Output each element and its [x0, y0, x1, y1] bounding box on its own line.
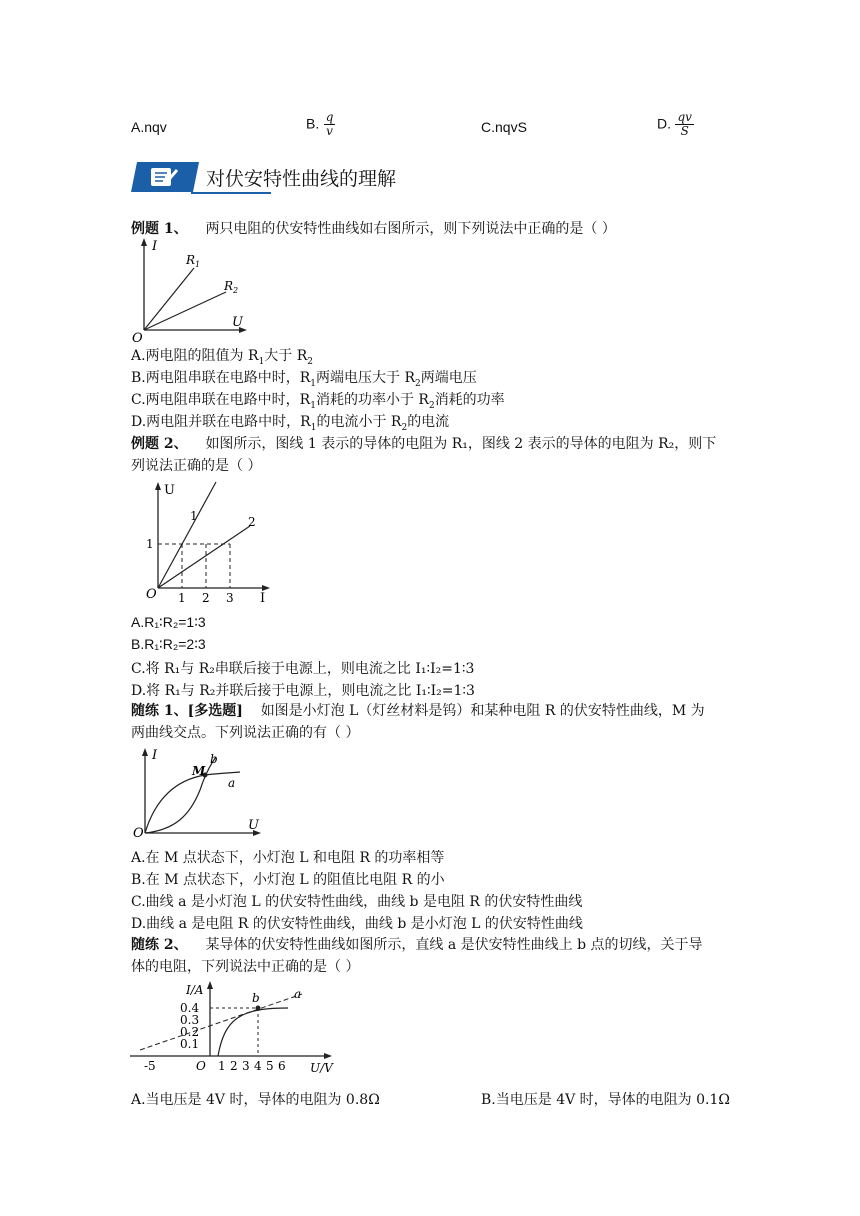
ex2-x-tick-3: 3 [226, 591, 234, 605]
ex1-option-a: A.两电阻的阻值为 $R_1$大于 $R_2$ [131, 348, 314, 367]
ex1-r1-label: R [186, 253, 196, 267]
example-1-text: 两只电阻的伏安特性曲线如右图所示，则下列说法中正确的是（ ） [205, 221, 616, 237]
example-1-question [131, 218, 616, 238]
option-a-top: A.nqv [131, 119, 167, 135]
practice-2-label: 随练 2、 [131, 937, 188, 953]
pr2-option-b: B.当电压是 4V 时，导体的电阻为 0.1Ω [481, 1092, 730, 1108]
option-b-prefix: B. [306, 115, 320, 132]
ex2-option-a: A.R₁∶R₂=1∶3 [131, 614, 206, 630]
svg-text:R1 [185, 253, 200, 269]
ex2-origin: O [146, 587, 157, 602]
section-title: 对伏安特性曲线的理解 [206, 168, 397, 190]
ex2-y-tick: 1 [146, 537, 154, 551]
pr2-y-label: I/A [186, 983, 204, 997]
pr2-x-tick-1: 1 [218, 1059, 226, 1073]
example-2-label: 例题 2、 [131, 436, 188, 452]
point-b [256, 1006, 261, 1011]
ex2-x-label: I [260, 591, 266, 606]
pr1-option-d: D.曲线 a 是电阻 R 的伏安特性曲线，曲线 b 是小灯泡 L 的伏安特性曲线 [131, 916, 583, 932]
pr1-curve-a: a [228, 776, 236, 790]
ex1-option-b: B.两电阻串联在电路中时，$R_1$两端电压大于 $R_2$两端电压 [131, 370, 477, 389]
frac-num: q [325, 110, 334, 124]
example-2-text-1: 如图所示，图线 1 表示的导体的电阻为 R₁，图线 2 表示的导体的电阻为 R₂，则下 [205, 436, 717, 452]
option-b-top [306, 111, 335, 138]
ex1-x-label: U [232, 315, 243, 330]
pr1-origin: O [133, 826, 144, 840]
practice-2-question-line2: 体的电阻，下列说法中正确的是（ ） [131, 959, 360, 975]
pr1-y-label: I [152, 748, 158, 763]
svg-text:R2 [223, 279, 238, 295]
option-d-prefix: D. [657, 115, 671, 132]
graph-pr1 [130, 745, 265, 840]
example-2-question-line2: 列说法正确的是（ ） [131, 458, 262, 474]
pr2-line-a-label: a [294, 987, 302, 1001]
pr2-x-tick-6: 6 [278, 1059, 286, 1073]
ex1-r2-sub: 2 [233, 286, 239, 295]
ex1-origin: O [132, 331, 143, 344]
practice-1-question-line2: 两曲线交点。下列说法正确的有（ ） [131, 725, 360, 741]
example-2-question-line1 [131, 433, 716, 453]
frac-den: S [680, 124, 689, 138]
ex2-x-tick-2: 2 [202, 591, 210, 605]
ex2-line1-label: 1 [190, 509, 198, 523]
graph-ex2 [142, 478, 272, 606]
pr2-point-label: b [252, 991, 260, 1005]
pr2-y-tick-03: 0.3 [180, 1013, 200, 1027]
graph-ex1 [130, 236, 250, 344]
ex2-option-c: C.将 R₁与 R₂串联后接于电源上，则电流之比 I₁∶I₂=1∶3 [131, 661, 475, 677]
fraction-qv-over-s [675, 111, 693, 138]
pr1-curve-b: b [210, 752, 218, 766]
option-c-top: C.nqvS [481, 119, 527, 135]
pr2-x-label: U/V [310, 1061, 333, 1075]
pr2-option-a: A.当电压是 4V 时，导体的电阻为 0.8Ω [131, 1092, 380, 1108]
ex1-r2-label: R [224, 279, 234, 293]
practice-1-text-1: 如图是小灯泡 L（灯丝材料是钨）和某种电阻 R 的伏安特性曲线，M 为 [260, 703, 705, 719]
frac-den: v [326, 124, 333, 138]
pr2-x-tick-5: 5 [266, 1059, 274, 1073]
pr2-origin: O [196, 1059, 206, 1073]
pr2-y-tick-01: 0.1 [180, 1037, 200, 1051]
pr2-neg-tick: -5 [144, 1059, 156, 1073]
pr1-point-label: M [192, 764, 206, 778]
practice-2-question-line1 [131, 934, 703, 954]
practice-2-text-1: 某导体的伏安特性曲线如图所示，直线 a 是伏安特性曲线上 b 点的切线，关于导 [205, 937, 703, 953]
practice-1-label: 随练 1、[多选题] [131, 703, 243, 719]
ex2-option-b: B.R₁∶R₂=2∶3 [131, 636, 206, 652]
pr2-y-tick-02: 0.2 [180, 1025, 200, 1039]
ex2-option-d: D.将 R₁与 R₂并联后接于电源上，则电流之比 I₁∶I₂=1∶3 [131, 683, 475, 699]
option-d-top [657, 111, 694, 138]
frac-num: qv [677, 110, 692, 124]
pr2-x-tick-2: 2 [230, 1059, 238, 1073]
pr1-option-c: C.曲线 a 是小灯泡 L 的伏安特性曲线，曲线 b 是电阻 R 的伏安特性曲线 [131, 894, 583, 910]
pr1-option-a: A.在 M 点状态下，小灯泡 L 和电阻 R 的功率相等 [131, 850, 445, 866]
ex1-option-c: C.两电阻串联在电路中时，$R_1$消耗的功率小于 $R_2$消耗的功率 [131, 392, 505, 411]
practice-1-question-line1 [131, 700, 705, 720]
pr2-x-tick-4: 4 [254, 1059, 262, 1073]
ex1-option-d: D.两电阻并联在电路中时，$R_1$的电流小于 $R_2$的电流 [131, 414, 450, 433]
fraction-q-over-v [324, 111, 336, 138]
ex2-x-tick-1: 1 [178, 591, 186, 605]
ex2-y-label: U [164, 483, 175, 498]
pr2-y-tick-04: 0.4 [180, 1001, 200, 1015]
ex1-r1-sub: 1 [195, 260, 201, 269]
pr1-x-label: U [248, 818, 259, 833]
ex1-y-label: I [152, 239, 158, 254]
pr1-option-b: B.在 M 点状态下，小灯泡 L 的阻值比电阻 R 的小 [131, 872, 445, 888]
ex2-line2-label: 2 [248, 515, 256, 529]
example-1-label: 例题 1、 [131, 221, 188, 237]
graph-pr2 [130, 978, 340, 1076]
pr2-x-tick-3: 3 [242, 1059, 250, 1073]
